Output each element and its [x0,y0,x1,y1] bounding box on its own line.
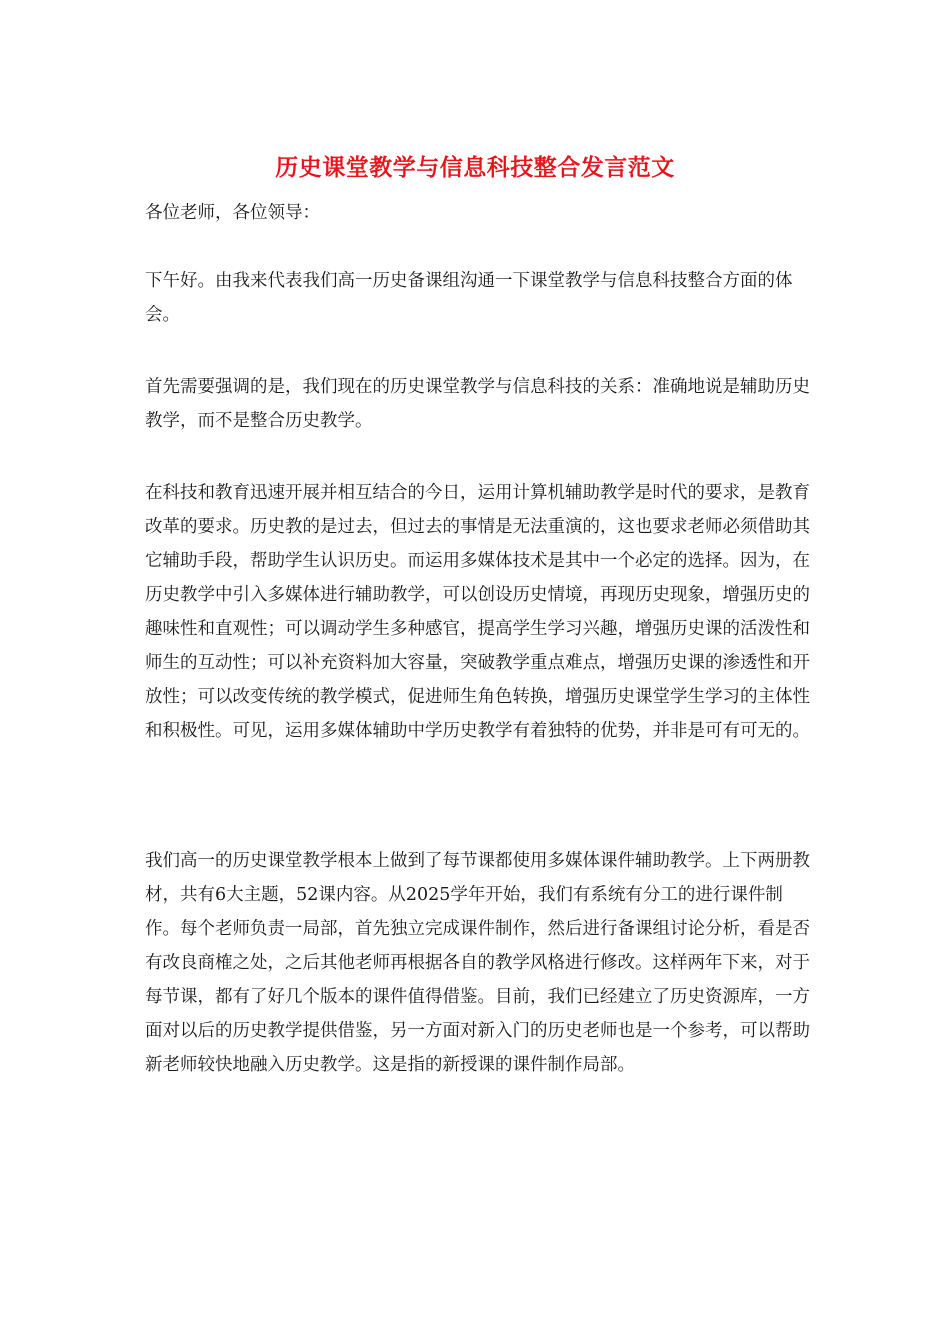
document-title: 历史课堂教学与信息科技整合发言范文 [275,154,675,181]
paragraph-greeting: 下午好。由我来代表我们高一历史备课组沟通一下课堂教学与信息科技整合方面的体会。 [145,271,793,325]
paragraph-emphasis: 首先需要强调的是，我们现在的历史课堂教学与信息科技的关系：准确地说是辅助历史教学，而不是整合历史教学。 [145,377,810,431]
salutation: 各位老师，各位领导： [145,203,320,223]
paragraph-practice: 我们高一的历史课堂教学根本上做到了每节课都使用多媒体课件辅助教学。上下两册教材，共有6大主题，52课内容。从2025学年开始，我们有系统有分工的进行课件制作。每个老师负责一局部，首先独立完成课件制作，然后进行备课组讨论分析，看是否有改良商榷之处，之后其他老师再根据各自的教学风格进行修改。这样两年下来，对于每节课，都有了好几个版本的课件值得借鉴。目前，我们已经建立了历史资源库，一方面对以后的历史教学提供借鉴，另一方面对新入门的历史老师也是一个参考，可以帮助新老师较快地融入历史教学。这是指的新授课的课件制作局部。 [145,851,810,1075]
paragraph-advantages: 在科技和教育迅速开展并相互结合的今日，运用计算机辅助教学是时代的要求，是教育改革的要求。历史教的是过去，但过去的事情是无法重演的，这也要求老师必须借助其它辅助手段，帮助学生认识历史。而运用多媒体技术是其中一个必定的选择。因为，在历史教学中引入多媒体进行辅助教学，可以创设历史情境，再现历史现象，增强历史的趣味性和直观性；可以调动学生多种感官，提高学生学习兴趣，增强历史课的活泼性和师生的互动性；可以补充资料加大容量，突破教学重点难点，增强历史课的渗透性和开放性；可以改变传统的教学模式，促进师生角色转换，增强历史课堂学生学习的主体性和积极性。可见，运用多媒体辅助中学历史教学有着独特的优势，并非是可有可无的。 [145,483,810,741]
